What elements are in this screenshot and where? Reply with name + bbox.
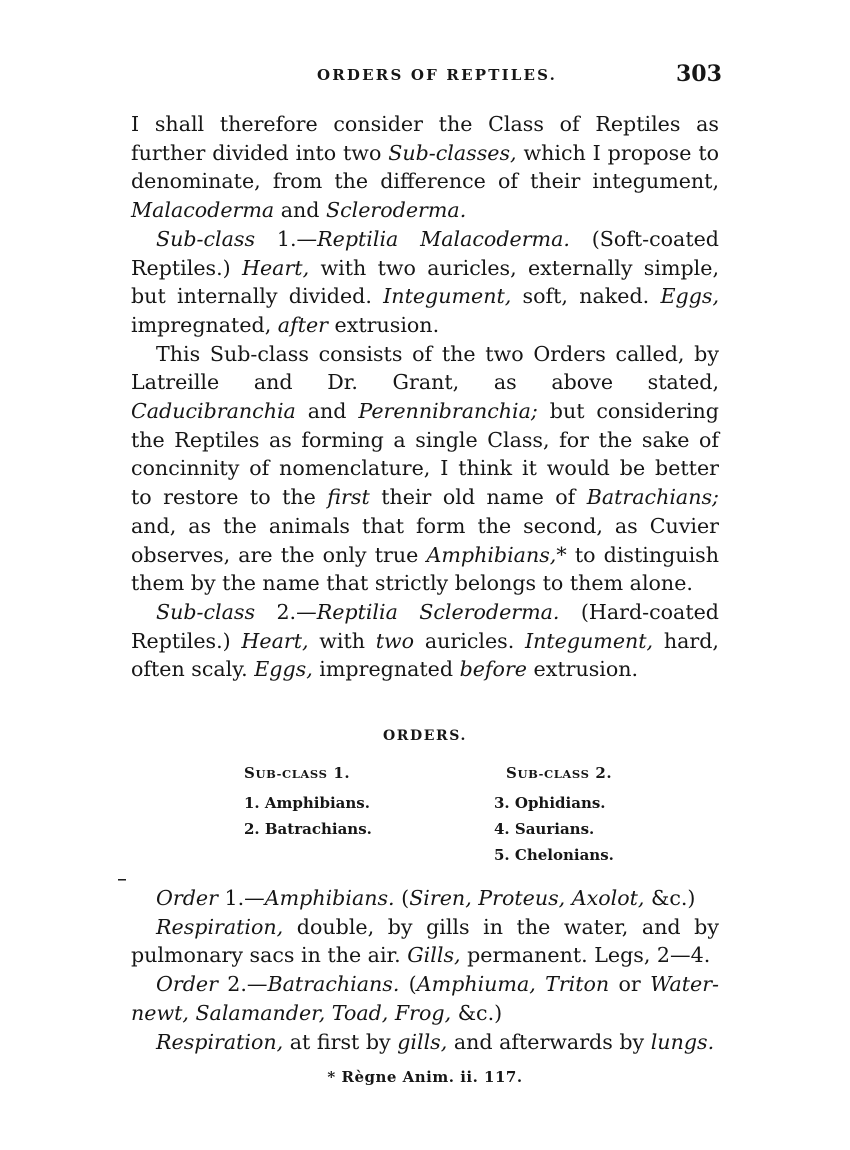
paragraph-reptile-subclasses: I shall therefore consider the Class of Reptiles as further divided into two Sub-classes, which I propose to denominate, from the difference of their integument, Malacoderma and Scleroderma. <box>131 112 719 223</box>
page-number: 303 <box>676 61 722 87</box>
subclass-2-column <box>494 764 614 868</box>
paragraph-order-2: Order 2.—Batrachians. (Amphiuma, Triton or Water-newt, Salamander, Toad, Frog, &c.) <box>131 972 719 1025</box>
page-header <box>0 61 850 94</box>
subclass-1-column <box>244 764 372 842</box>
order-row: 5. Chelonians. <box>494 846 614 864</box>
main-text-block <box>131 110 719 684</box>
paragraph-order-1-respiration: Respiration, double, by gills in the water, and by pulmonary sacs in the air. Gills, permanent. Legs, 2—4. <box>131 914 719 968</box>
order-row: 4. Saurians. <box>494 820 595 838</box>
subclass-2-heading: SUB-CLASS 2. <box>506 764 613 782</box>
order-row: 2. Batrachians. <box>244 820 372 838</box>
footnote: * Règne Anim. ii. 117. <box>327 1068 523 1086</box>
paragraph-order-2-respiration: Respiration, at first by gills, and afterwards by lungs. <box>156 1029 715 1054</box>
orders-table-title: ORDERS. <box>383 728 467 744</box>
paragraph-subclass-2: Sub-class 2.—Reptilia Scleroderma. (Hard-coated Reptiles.) Heart, with two auricles. Integument, hard, often scaly. Eggs, impregnated before extrusion. <box>131 599 719 682</box>
paragraph-subclass-1-orders: This Sub-class consists of the two Orders called, by Latreille and Dr. Grant, as above stated, Caducibranchia and Perennibranchia; but considering the Reptiles as forming a single Class, for the sake of concinnity of nomenclature, I think it would be better to restore to the first their old name of Batrachians; and, as the animals that form the second, as Cuvier observes, are the only true Amphibians,* to distinguish them by the name that strictly belongs to them alone. <box>131 341 719 596</box>
subclass-1-heading: SUB-CLASS 1. <box>244 764 351 782</box>
order-row: 3. Ophidians. <box>494 794 606 812</box>
stray-print-mark: ‾ <box>118 876 126 895</box>
orders-text-block <box>131 884 719 1056</box>
paragraph-order-1: Order 1.—Amphibians. (Siren, Proteus, Axolot, &c.) <box>156 886 696 910</box>
paragraph-subclass-1: Sub-class 1.—Reptilia Malacoderma. (Soft-coated Reptiles.) Heart, with two auricles, externally simple, but internally divided. Integument, soft, naked. Eggs, impregnated, after extrusion. <box>131 226 719 337</box>
order-row: 1. Amphibians. <box>244 794 370 812</box>
running-title: ORDERS OF REPTILES. <box>317 66 558 84</box>
